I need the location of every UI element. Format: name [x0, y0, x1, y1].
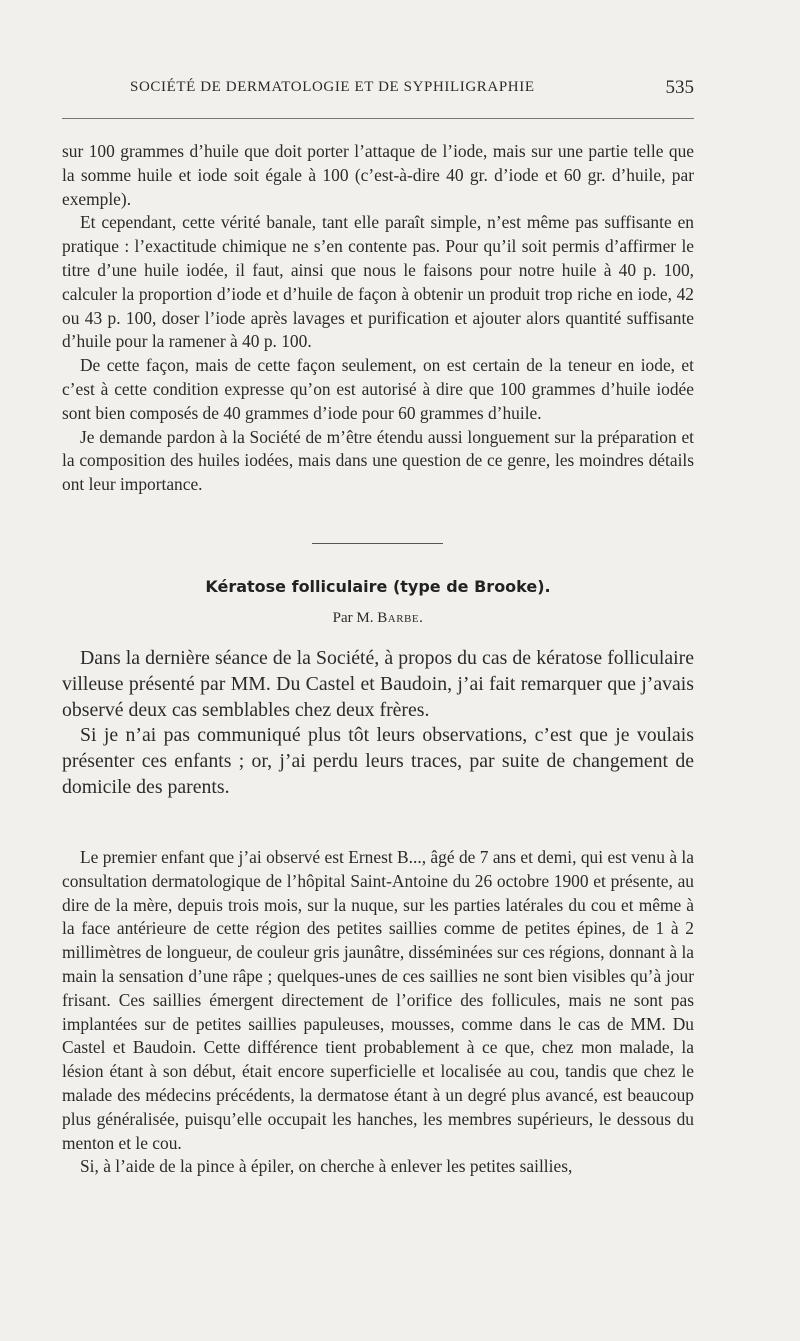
article-intro [62, 646, 694, 801]
paragraph: Dans la dernière séance de la Société, à propos du cas de kératose folliculaire villeuse présenté par MM. Du Castel et Baudoin, j’ai fait remarquer que j’avais observé deux cas semblables chez deux frères. [62, 647, 694, 721]
paragraph: Et cependant, cette vérité banale, tant elle paraît simple, n’est même pas suffisante en pratique : l’exactitude chimique ne s’en contente pas. Pour qu’il soit permis d’affirmer le titre d’une huile iodée, il faut, ainsi que nous le faisons pour notre huile à 40 p. 100, calculer la proportion d’iode et d’huile de façon à obtenir un produit trop riche en iode, 42 ou 43 p. 100, doser l’iode après lavages et purification et ajouter alors quantité suffisante d’huile pour la ramener à 40 p. 100. [62, 212, 694, 352]
page-number: 535 [665, 77, 694, 98]
paragraph: sur 100 grammes d’huile que doit porter l’attaque de l’iode, mais sur une partie telle que la somme huile et iode soit égale à 100 (c’est-à-dire 40 gr. d’iode et 60 gr. d’huile, par exemple). [62, 141, 694, 209]
previous-article-text [62, 140, 694, 497]
section-separator [312, 543, 443, 544]
case-observation [62, 846, 694, 1179]
paragraph: Si je n’ai pas communiqué plus tôt leurs observations, c’est que je voulais présenter ces enfants ; or, j’ai perdu leurs traces, par suite de changement de domicile des parents. [62, 724, 694, 798]
paragraph: Le premier enfant que j’ai observé est Ernest B..., âgé de 7 ans et demi, qui est venu à la consultation dermatologique de l’hôpital Saint-Antoine du 26 octobre 1900 et présente, au dire de la mère, depuis trois mois, sur la nuque, sur les parties latérales du cou et même à la face antérieure de cette région des petites saillies comme de petites épines, de 1 à 2 millimètres de longueur, de couleur gris jaunâtre, disséminées sur ces régions, donnant à la main la sensation d’une râpe ; quelques-unes de ces saillies ne sont bien visibles qu’à jour frisant. Ces saillies émergent directement de l’orifice des follicules, mais ne sont pas implantées sur de petites saillies papuleuses, mousses, comme dans le cas de MM. Du Castel et Baudoin. Cette différence tient probablement à ce que, chez mon malade, la lésion étant à son début, était encore superficielle et localisée au cou, tandis que chez le malade des médecins précédents, la dermatose étant à un degré plus avancé, est beaucoup plus généralisée, puisqu’elle occupait les hanches, les membres supérieurs, le dessous du menton et le cou. [62, 847, 694, 1153]
paragraph: Je demande pardon à la Société de m’être étendu aussi longuement sur la préparation et la composition des huiles iodées, mais dans une question de ce genre, les moindres détails ont leur importance. [62, 426, 694, 495]
paragraph: Si, à l’aide de la pince à épiler, on cherche à enlever les petites saillies, [80, 1156, 573, 1177]
running-title: SOCIÉTÉ DE DERMATOLOGIE ET DE SYPHILIGRAPHIE [130, 79, 535, 95]
article-title: Kératose folliculaire (type de Brooke). [205, 577, 551, 596]
author-name: Barbe. [377, 610, 424, 626]
header-rule [62, 118, 694, 119]
byline-prefix: Par M. [332, 610, 374, 626]
byline [62, 610, 694, 627]
paragraph: De cette façon, mais de cette façon seulement, on est certain de la teneur en iode, et c’est à cette condition expresse qu’on est autorisé à dire que 100 grammes d’huile iodée sont bien composés de 40 grammes d’iode pour 60 grammes d’huile. [62, 355, 694, 423]
